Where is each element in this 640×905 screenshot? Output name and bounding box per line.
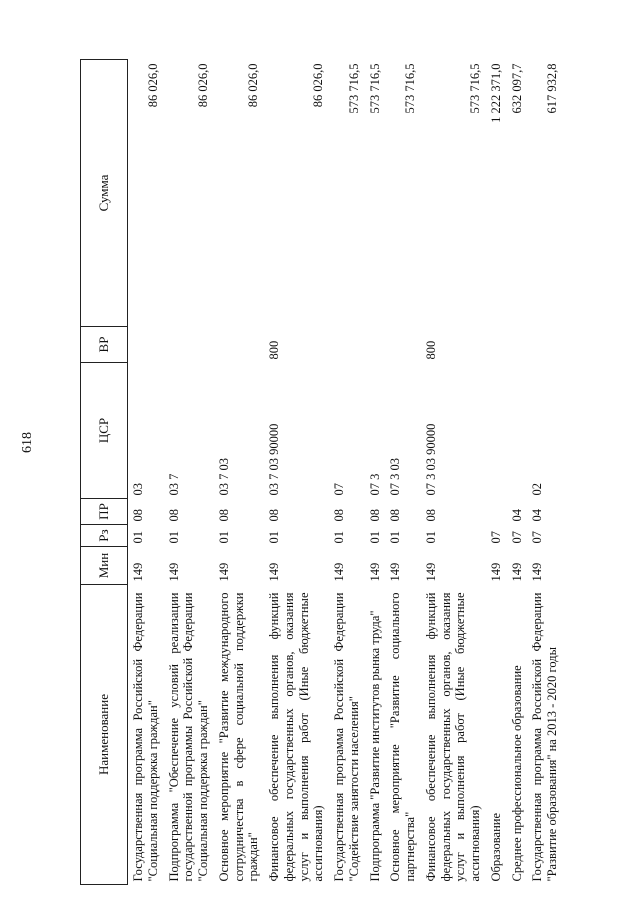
row-pr: 08 — [166, 509, 181, 522]
row-rz: 01 — [216, 531, 231, 544]
row-name: Государственная программа Российской Федерации "Социальная поддержка граждан" — [131, 592, 160, 882]
table-row — [486, 60, 507, 885]
table-row — [385, 60, 421, 885]
row-vr — [527, 327, 563, 363]
budget-table — [80, 59, 563, 885]
budget-table-rotated — [80, 60, 600, 885]
row-name: Финансовое обеспечение выполнения функций федеральных государственных органов, оказания услуг и выполнения работ (Иные бюджетные ассигнования) — [267, 592, 326, 882]
row-sum: 573 716,5 — [403, 63, 417, 114]
row-vr — [214, 327, 264, 363]
row-sum: 632 097,7 — [509, 63, 524, 114]
row-csr: 07 3 03 90000 — [423, 423, 438, 496]
row-sum: 573 716,5 — [346, 63, 361, 114]
row-name: Государственная программа Российской Федерации "Содействие занятости населения" — [332, 592, 361, 882]
row-name: Подпрограмма "Обеспечение условий реализации государственной программы Российской Федерации "Социальная поддержка граждан" — [166, 592, 210, 882]
row-min: 149 — [423, 562, 438, 582]
row-vr — [507, 327, 528, 363]
table-row — [128, 60, 164, 885]
row-rz: 01 — [367, 531, 382, 544]
row-pr: 08 — [367, 509, 382, 522]
row-name: Финансовое обеспечение выполнения функций федеральных государственных органов, оказания услуг и выполнения работ (Иные бюджетные ассигнования) — [423, 592, 482, 882]
row-min: 149 — [216, 562, 231, 582]
row-sum: 86 026,0 — [246, 63, 261, 108]
row-sum: 617 932,8 — [545, 63, 559, 114]
row-csr: 07 — [332, 483, 346, 496]
table-row — [421, 60, 486, 885]
row-vr — [365, 327, 386, 363]
row-rz: 07 — [488, 531, 503, 544]
row-vr: 800 — [423, 340, 438, 360]
header-vr: ВР — [81, 327, 128, 363]
row-vr — [329, 327, 365, 363]
header-pr: ПР — [81, 499, 128, 525]
row-csr: 02 — [530, 483, 545, 496]
row-min: 149 — [332, 562, 346, 582]
header-min: Мин — [81, 547, 128, 585]
row-name: Основное мероприятие "Развитие социального партнерства" — [388, 592, 417, 882]
row-rz: 01 — [388, 531, 403, 544]
row-csr: 03 7 03 90000 — [267, 423, 281, 496]
row-min: 149 — [388, 562, 403, 582]
row-rz: 01 — [332, 531, 346, 544]
row-min: 149 — [530, 562, 545, 582]
row-name: Подпрограмма "Развитие институтов рынка труда" — [367, 610, 382, 882]
row-vr — [128, 327, 164, 363]
row-csr: 07 3 03 — [388, 458, 403, 496]
row-min: 149 — [488, 562, 503, 582]
row-min: 149 — [131, 562, 145, 582]
row-pr: 08 — [216, 509, 231, 522]
table-row — [214, 60, 264, 885]
row-sum: 573 716,5 — [468, 63, 482, 114]
row-pr: 04 — [509, 509, 524, 522]
row-name: Среднее профессиональное образование — [509, 665, 524, 882]
header-sum: Сумма — [81, 60, 128, 327]
row-rz: 01 — [423, 531, 438, 544]
row-vr: 800 — [267, 340, 281, 360]
table-row — [527, 60, 563, 885]
row-pr: 08 — [332, 509, 346, 522]
row-csr — [486, 363, 507, 499]
row-name: Образование — [488, 812, 503, 882]
row-vr — [385, 327, 421, 363]
page-number: 618 — [20, 432, 35, 453]
row-min: 149 — [509, 562, 524, 582]
row-rz: 01 — [131, 531, 145, 544]
row-name: Государственная программа Российской Федерации "Развитие образования" на 2013 - 2020 годы — [530, 592, 559, 882]
row-min: 149 — [166, 562, 181, 582]
row-pr: 04 — [530, 509, 545, 522]
table-row — [365, 60, 386, 885]
header-name: Наименование — [81, 585, 128, 885]
row-vr — [164, 327, 214, 363]
table-row — [264, 60, 329, 885]
row-csr: 03 — [131, 483, 145, 496]
row-name: Основное мероприятие "Развитие международного сотрудничества в сфере социальной поддержки граждан" — [216, 592, 261, 882]
header-csr: ЦСР — [81, 363, 128, 499]
row-pr — [486, 499, 507, 525]
row-min: 149 — [267, 562, 281, 582]
row-sum: 86 026,0 — [145, 63, 160, 108]
row-rz: 01 — [166, 531, 181, 544]
row-rz: 07 — [530, 531, 545, 544]
table-row — [507, 60, 528, 885]
row-csr: 03 7 — [166, 473, 181, 496]
table-header-row — [81, 60, 128, 885]
row-sum: 86 026,0 — [196, 63, 210, 108]
table-row — [329, 60, 365, 885]
row-csr — [507, 363, 528, 499]
row-csr: 07 3 — [367, 473, 382, 496]
row-sum: 573 716,5 — [367, 63, 382, 114]
row-rz: 01 — [267, 531, 281, 544]
row-sum: 1 222 371,0 — [488, 63, 503, 123]
row-pr: 08 — [423, 509, 438, 522]
table-row — [164, 60, 214, 885]
row-csr: 03 7 03 — [216, 458, 231, 496]
header-rz: Рз — [81, 525, 128, 547]
row-sum: 86 026,0 — [311, 63, 326, 108]
row-pr: 08 — [131, 509, 145, 522]
row-pr: 08 — [267, 509, 281, 522]
row-min: 149 — [367, 562, 382, 582]
row-vr — [486, 327, 507, 363]
row-pr: 08 — [388, 509, 403, 522]
row-rz: 07 — [509, 531, 524, 544]
